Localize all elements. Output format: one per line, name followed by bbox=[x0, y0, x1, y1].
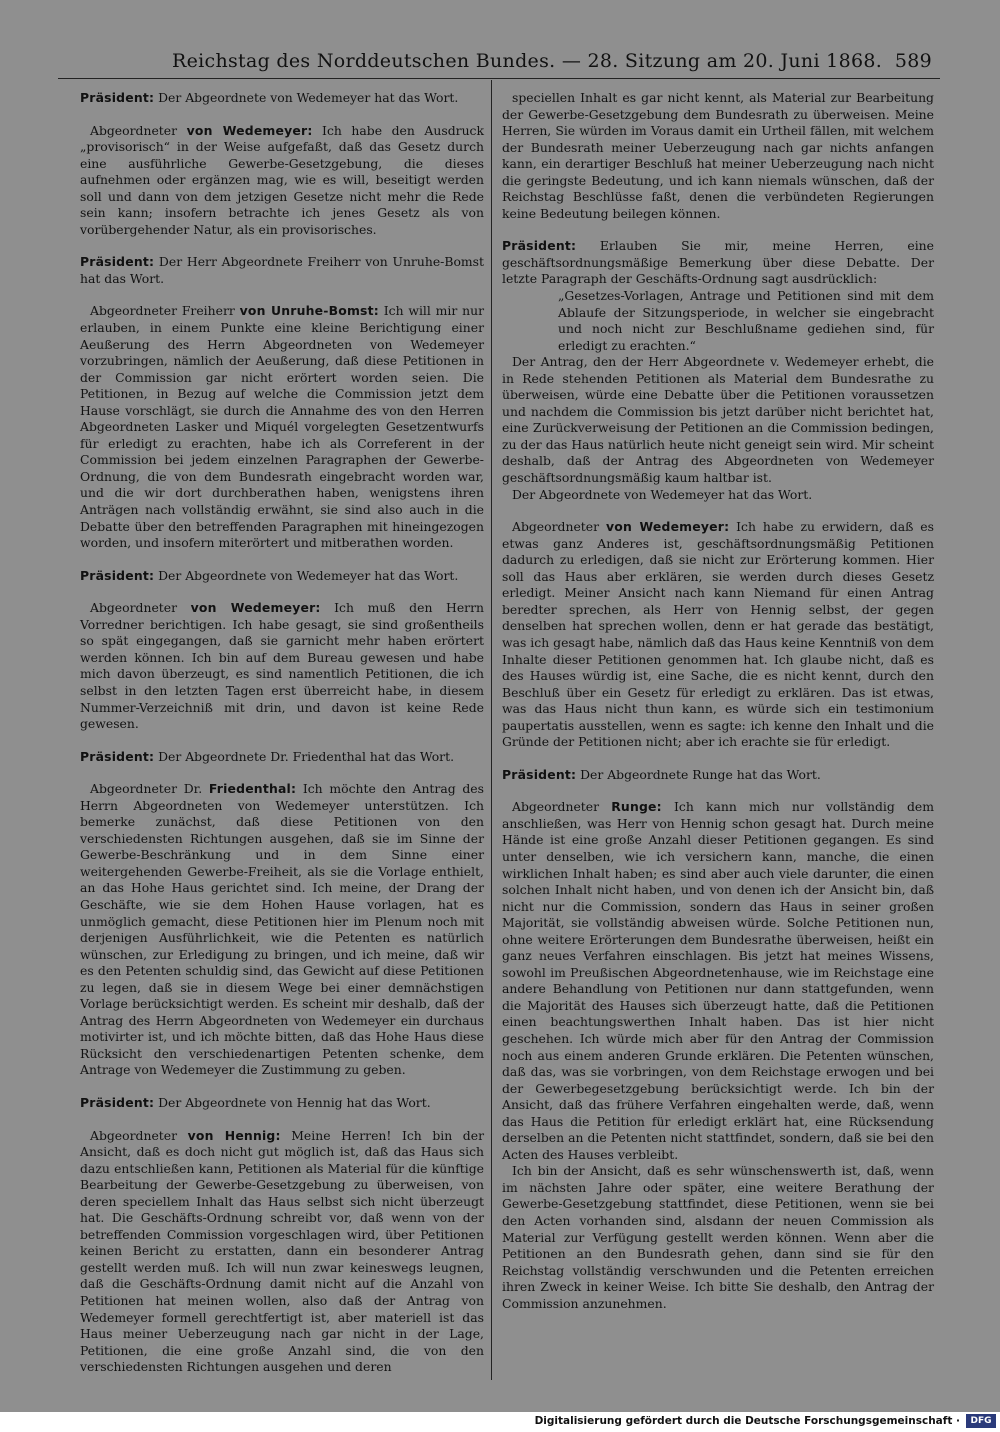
paragraph-text: Ich habe zu erwidern, daß es etwas ganz Anderes ist, geschäftsordnungsmäßig Petitionen dadurch zu erledigen, daß sie nicht zur Erörterung kommen. Hier soll das Haus aber erklären, sie werden durch dieses Gesetz erledigt. Meiner Ansicht nach kann Niemand für einen Antrag beredter sprechen, als Herr von Hennig selbst, der gegen denselben hat sprechen wollen, denn er hat gerade das bestätigt, was ich gesagt habe, nämlich daß das Haus keine Kenntniß von dem Inhalte dieser Petitionen genommen hat. Ich glaube nicht, daß es des Hauses würdig ist, eine Sache, die es nicht kennt, durch den Beschluß über ein Gesetz für erledigt zu erklären. Das ist etwas, was das Haus nicht thun kann, es würde sich ein testimonium paupertatis ausstellen, wenn es sagte: ich kenne den Inhalt und die Gründe der Petitionen nicht; aber ich erachte sie für erledigt. bbox=[502, 519, 934, 750]
speech-paragraph bbox=[80, 781, 484, 1079]
paragraph-text: Der Abgeordnete Dr. Friedenthal hat das Wort. bbox=[154, 748, 455, 764]
paragraph-text: Der Herr Abgeordnete Freiherr von Unruhe-Bomst hat das Wort. bbox=[80, 254, 484, 286]
speech-paragraph bbox=[80, 568, 484, 585]
paragraph-text: Meine Herren! Ich bin der Ansicht, daß es doch nicht gut möglich ist, daß das Haus sich dazu entschließen kann, Petitionen als Material für die künftige Bearbeitung der Gewerbe-Gesetzgebung zu überweisen, von deren speciellem Inhalt das Haus selbst sich nicht überzeugt hat. Die Geschäfts-Ordnung schreibt vor, daß wenn von der betreffenden Commission vorgeschlagen wird, über Petitionen keinen Bericht zu erstatten, dann ein besonderer Antrag gestellt werden muß. Ich will nun zwar keineswegs leugnen, daß die Geschäfts-Ordnung damit nicht auf die Anzahl von Petitionen hat meinen wollen, also daß der Antrag von Wedemeyer formell gerechtfertigt ist, aber materiell ist das Haus meiner Ueberzeugung nach gar nicht in der Lage, Petitionen, die eine große Anzahl sind, die von den verschiedensten Richtungen ausgehen und deren bbox=[80, 1127, 484, 1375]
speaker-title: Abgeordneter Freiherr bbox=[90, 303, 240, 319]
speech-paragraph bbox=[80, 303, 484, 551]
page-header bbox=[60, 46, 940, 76]
left-column bbox=[80, 90, 484, 1376]
speech-paragraph bbox=[502, 519, 934, 751]
paragraph-text: Ich bin der Ansicht, daß es sehr wünschenswerth ist, daß, wenn im nächsten Jahre oder später, eine weitere Berathung der Gewerbe-Gesetzgebung stattfindet, diese Petitionen, wenn sie bei den Acten vorhanden sind, alsdann der neuen Commission als Material zur Verfügung gestellt werden können. Wenn aber die Petitionen an den Bundesrath gehen, dann sind sie für den Reichstag vollständig verschwunden und die Petenten erreichen ihren Zweck in keiner Weise. Ich bitte Sie deshalb, den Antrag der Commission anzunehmen. bbox=[502, 1163, 934, 1311]
speaker-name: Friedenthal: bbox=[208, 781, 297, 797]
funding-note: Digitalisierung gefördert durch die Deutsche Forschungsgemeinschaft · bbox=[534, 1415, 960, 1427]
footer-bar bbox=[0, 1412, 1000, 1432]
column-divider bbox=[491, 80, 492, 1380]
paragraph-text: Der Abgeordnete von Hennig hat das Wort. bbox=[154, 1094, 431, 1110]
paragraph-text: Der Abgeordnete von Wedemeyer hat das Wort. bbox=[154, 90, 459, 105]
paragraph-text: Ich will mir nur erlauben, in einem Punkte eine kleine Berichtigung einer Aeußerung des Herrn Abgeordneten von Wedemeyer vorzubringen, nämlich der Aeußerung, daß diese Petitionen in der Commission gar nicht erörtert worden seien. Die Petitionen, in Bezug auf welche die Commission jetzt dem Hause vorschlägt, sie durch die Annahme des von den Herren Abgeordneten Lasker und Miquél vorgelegten Gesetzentwurfs für erledigt zu erachten, habe ich als Correferent in der Commission bei jedem einzelnen Paragraphen der Gewerbe-Ordnung, die von dem Bundesrath eingebracht worden war, und die wir dort durchberathen haben, wenigstens ihren Anträgen nach vollständig erwähnt, sie sind also auch in die Debatte über den betreffenden Paragraphen mit hineingezogen worden, und insofern miterörtert und mitberathen worden. bbox=[80, 303, 484, 551]
speaker-name: Runge: bbox=[611, 799, 662, 815]
speaker-title: Abgeordneter bbox=[90, 122, 187, 138]
speaker-title: Abgeordneter Dr. bbox=[90, 781, 209, 797]
speaker-name: von Wedemeyer: bbox=[605, 519, 730, 535]
speaker-title: Abgeordneter bbox=[90, 1127, 188, 1143]
paragraph-text: Der Abgeordnete Runge hat das Wort. bbox=[576, 766, 821, 782]
speaker-name: von Unruhe-Bomst: bbox=[239, 303, 379, 319]
speaker-name: Präsident: bbox=[80, 1094, 155, 1110]
speech-paragraph bbox=[80, 1095, 484, 1112]
speaker-name: von Hennig: bbox=[187, 1127, 281, 1143]
paragraph-text: Der Abgeordnete von Wedemeyer hat das Wort. bbox=[512, 486, 813, 502]
speech-paragraph bbox=[502, 767, 934, 784]
speaker-name: Präsident: bbox=[502, 766, 577, 782]
dfg-logo: DFG bbox=[966, 1414, 996, 1428]
paragraph-text: Ich muß den Herrn Vorredner berichtigen. Ich habe gesagt, sie sind großentheils so spät eingegangen, daß sie garnicht mehr haben erörtert werden können. Ich bin auf dem Bureau gewesen und habe mich davon überzeugt, es sind namentlich Petitionen, die ich selbst in den letzten Tagen erst überreicht habe, in diesem Nummer-Verzeichniß mit drin, und davon ist keine Rede gewesen. bbox=[80, 600, 484, 732]
right-column bbox=[502, 90, 934, 1312]
text-paragraph bbox=[502, 90, 934, 222]
speaker-name: Präsident: bbox=[80, 748, 155, 764]
text-paragraph bbox=[502, 1163, 934, 1312]
speech-paragraph bbox=[80, 600, 484, 732]
speaker-title: Abgeordneter bbox=[512, 519, 606, 535]
text-paragraph bbox=[502, 487, 934, 504]
paragraph-text: Der Antrag, den der Herr Abgeordnete v. Wedemeyer erhebt, die in Rede stehenden Petitionen als Material dem Bundesrathe zu überweisen, würde eine Debatte über die Petitionen voraussetzen und nachdem die Commission bis jetzt darüber nicht berichtet hat, eine Zurückverweisung der Petitionen an die Commission bedingen, zu der das Haus natürlich heute nicht geneigt sein wird. Mir scheint deshalb, daß der Antrag des Abgeordneten von Wedemeyer geschäftsordnungsmäßig kaum haltbar ist. bbox=[502, 354, 934, 486]
speech-paragraph bbox=[502, 799, 934, 1163]
speaker-name: Präsident: bbox=[80, 567, 155, 583]
speech-paragraph bbox=[80, 90, 484, 107]
paragraph-text: „Gesetzes-Vorlagen, Antrage und Petitionen sind mit dem Ablaufe der Sitzungsperiode, in welcher sie eingebracht und noch nicht zur Beschlußname gediehen sind, für erledigt zu erachten.“ bbox=[558, 288, 934, 353]
text-paragraph bbox=[558, 288, 934, 354]
paragraph-text: speciellen Inhalt es gar nicht kennt, als Material zur Bearbeitung der Gewerbe-Gesetzgebung dem Bundesrath zu überweisen. Meine Herren, Sie würden im Voraus damit ein Urtheil fällen, mit welchem der Bundesrath meiner Ueberzeugung nach gar nichts anfangen kann, ein derartiger Beschluß hat meiner Ueberzeugung nach nicht die geringste Bedeutung, und ich kann niemals wünschen, daß der Reichstag Beschlüsse faßt, denen die verbündeten Regierungen keine Bedeutung beilegen können. bbox=[502, 90, 934, 221]
speaker-name: Präsident: bbox=[80, 254, 155, 270]
speaker-name: Präsident: bbox=[502, 238, 577, 254]
speaker-name: von Wedemeyer: bbox=[190, 600, 321, 616]
running-title: Reichstag des Norddeutschen Bundes. — 28. Sitzung am 20. Juni 1868. bbox=[172, 50, 883, 72]
speech-paragraph bbox=[502, 238, 934, 288]
speaker-title: Abgeordneter bbox=[512, 799, 612, 815]
text-paragraph bbox=[502, 354, 934, 486]
paragraph-text: Ich möchte den Antrag des Herrn Abgeordneten von Wedemeyer unterstützen. Ich bemerke zunächst, daß diese Petitionen von den verschiedensten Richtungen ausgehen, daß sie im Sinne der Gewerbe-Beschränkung und in dem Sinne einer weitergehenden Gewerbe-Freiheit, als sie die Vorlage enthielt, an das Hohe Haus gerichtet sind. Ich meine, der Drang der Geschäfte, wie sie dem Hohen Hause vorlagen, hat es unmöglich gemacht, diese Petitionen hier im Plenum noch mit derjenigen Ausführlichkeit, wie die Petenten es natürlich wünschen, zur Erledigung zu bringen, und ich meine, daß wir es den Petenten schuldig sind, das Gewicht auf diese Petitionen zu legen, daß sie in diesem Wege bei einer demnächstigen Vorlage berücksichtigt werden. Es scheint mir deshalb, daß der Antrag des Herrn Abgeordneten von Wedemeyer ein durchaus motivirter ist, und ich möchte bitten, daß das Hohe Haus diese Rücksicht den verschiedenartigen Petenten schenke, dem Antrage von Wedemeyer die Zustimmung zu geben. bbox=[80, 781, 484, 1078]
header-divider bbox=[58, 78, 940, 79]
paragraph-text: Der Abgeordnete von Wedemeyer hat das Wort. bbox=[154, 567, 459, 583]
paragraph-text: Ich kann mich nur vollständig dem anschließen, was Herr von Hennig schon gesagt hat. Durch meine Hände ist eine große Anzahl dieser Petitionen gegangen. Es sind unter denselben, wie ich versichern kann, manche, die einen wirklichen Inhalt haben; es sind aber auch viele darunter, die einen solchen Inhalt nicht haben, und von denen ich der Ansicht bin, daß nicht nur die Commission, sondern das Haus in seiner großen Majorität, sie vollständig abweisen würde. Solche Petitionen nun, ohne weitere Erörterungen dem Bundesrathe überweisen, heißt ein ganz neues Verfahren einschlagen. Bis jetzt hat meines Wissens, sowohl im Preußischen Abgeordnetenhause, wie im Reichstage eine andere Behandlung von Petitionen nur dann stattgefunden, wenn die Majorität des Hauses sich überzeugt hatte, daß die Petitionen einen beachtungswerthen Inhalt haben. Das ist hier nicht geschehen. Ich würde mich aber für den Antrag der Commission noch aus einem anderen Grunde erklären. Die Petenten wünschen, daß das, was sie vorbringen, von dem Reichstage erwogen und bei der Gewerbegesetzgebung berücksichtigt werde. Ich bin der Ansicht, daß das frühere Verfahren eingehalten werde, daß, wenn das Haus die Petition für erledigt erklärt hat, eine Rücksendung derselben an die Petenten nicht stattfindet, sondern, daß sie bei den Acten des Hauses verbleibt. bbox=[502, 799, 934, 1162]
speaker-title: Abgeordneter bbox=[90, 600, 191, 616]
paragraph-text: Erlauben Sie mir, meine Herren, eine geschäftsordnungsmäßige Bemerkung über diese Debatte. Der letzte Paragraph der Geschäfts-Ordnung sagt ausdrücklich: bbox=[502, 238, 934, 287]
speaker-name: Präsident: bbox=[80, 90, 155, 105]
speaker-name: von Wedemeyer: bbox=[186, 122, 313, 138]
speech-paragraph bbox=[80, 123, 484, 239]
speech-paragraph bbox=[80, 254, 484, 287]
paragraph-text: Ich habe den Ausdruck „provisorisch“ in der Weise aufgefaßt, daß das Gesetz durch eine ausführliche Gewerbe-Gesetzgebung, die dieses aufnehmen oder ergänzen mag, wie es will, beseitigt werden soll und dann von dem jetzigen Gesetze nicht mehr die Rede sein kann; insofern betrachte ich jenes Gesetz als von vorübergehender Natur, als ein provisorisches. bbox=[80, 122, 485, 237]
speech-paragraph bbox=[80, 749, 484, 766]
speech-paragraph bbox=[80, 1128, 484, 1376]
page-number: 589 bbox=[894, 50, 932, 72]
